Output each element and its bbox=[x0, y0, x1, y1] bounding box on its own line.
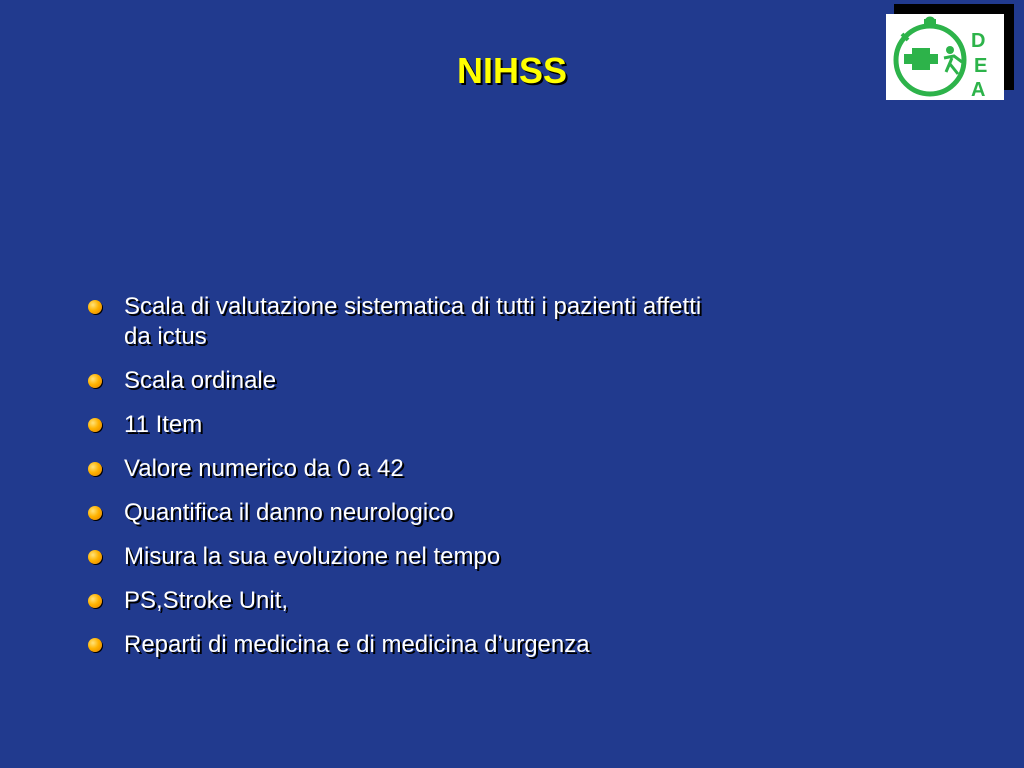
bullet-dot-icon bbox=[88, 374, 102, 388]
svg-text:E: E bbox=[974, 55, 988, 77]
bullet-text: 11 Item bbox=[124, 411, 203, 438]
bullet-dot-icon bbox=[88, 418, 102, 432]
bullet-item bbox=[88, 498, 728, 528]
bullet-dot-icon bbox=[88, 550, 102, 564]
slide-title: NIHSS bbox=[456, 50, 568, 91]
bullet-list bbox=[88, 292, 728, 674]
bullet-dot-icon bbox=[88, 300, 102, 314]
bullet-text: Misura la sua evoluzione nel tempo bbox=[124, 543, 501, 570]
bullet-item bbox=[88, 586, 728, 616]
bullet-dot-icon bbox=[88, 506, 102, 520]
logo-image bbox=[886, 14, 1004, 100]
bullet-text: Reparti di medicina e di medicina d’urgenza bbox=[124, 631, 590, 658]
bullet-item bbox=[88, 542, 728, 572]
dea-logo bbox=[886, 10, 1010, 102]
bullet-item bbox=[88, 366, 728, 396]
bullet-item bbox=[88, 454, 728, 484]
bullet-dot-icon bbox=[88, 638, 102, 652]
bullet-item bbox=[88, 630, 728, 660]
bullet-text: Scala ordinale bbox=[124, 367, 277, 394]
bullet-text: PS,Stroke Unit, bbox=[124, 587, 289, 614]
svg-text:A: A bbox=[971, 79, 986, 100]
bullet-dot-icon bbox=[88, 462, 102, 476]
bullet-item bbox=[88, 410, 728, 440]
bullet-text: Scala di valutazione sistematica di tutti i pazienti affetti da ictus bbox=[124, 293, 702, 350]
bullet-text: Valore numerico da 0 a 42 bbox=[124, 455, 404, 482]
svg-text:D: D bbox=[971, 30, 986, 52]
bullet-item bbox=[88, 292, 728, 352]
bullet-dot-icon bbox=[88, 594, 102, 608]
bullet-text: Quantifica il danno neurologico bbox=[124, 499, 454, 526]
dea-logo-graphic bbox=[886, 14, 1004, 100]
